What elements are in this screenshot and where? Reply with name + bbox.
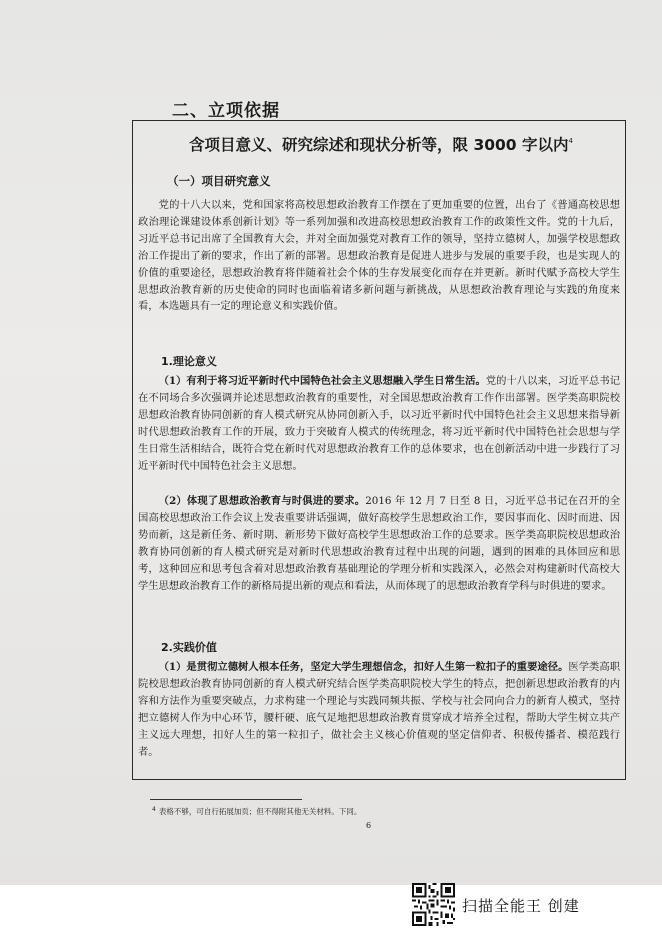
paragraph-practice-1-body: 医学类高职院校思想政治教育协同创新的育人模式研究结合医学类高职院校大学生的特点，把创新思想政治教育的内容和方法作为重要突破点，力求构建一个理论与实践同频共振、学校与社会同向合力的新育人模式，坚持把立德树人作为中心环节，腰杆硬、底气足地把思想政治教育贯穿成才培养全过程，帮助大学生树立共产主义远大理想，扣好人生的第一粒扣子，做社会主义核心价值观的坚定信仰者、积极传播者、模范践行者。: [138, 661, 620, 758]
subheading-research-significance: （一）项目研究意义: [167, 174, 271, 188]
box-header: [141, 133, 621, 155]
paragraph-background: 党的十八大以来，党和国家将高校思想政治教育工作摆在了更加重要的位置，出台了《普通高校思想政治理论课建设体系创新计划》等一系列加强和改进高校思想政治教育工作的政策性文件。党的十九后，习近平总书记出席了全国教育大会，并对全面加强党对教育工作的领导，坚持立德树人，加强学校思想政治工作提出了新的要求，作出了新的部署。思想政治教育是促进人进步与发展的重要手段，也是实现人的价值的重要途径，思想政治教育将伴随着社会个体的生存发展变化而存在并更新。新时代赋予高校大学生思想政治教育新的历史使命的同时也面临着诸多新问题与新挑战，从思想政治教育理论与实践的角度来看，本选题具有一定的理论意义和实践价值。: [138, 199, 620, 313]
box-header-text: 含项目意义、研究综述和现状分析等，限 3000 字以内: [189, 136, 569, 154]
paragraph-theory-2-body: 2016 年 12 月 7 日至 8 日，习近平总书记在召开的全国高校思想政治工作会议上发表重要讲话强调，做好高校学生思想政治工作，要因事而化、因时而进、因势而新，这是新任务、新时期、新形势下做好高校学生思想政治工作的总要求。医学类高职院校思想政治教育协同创新的育人模式研究是对新时代思想政治教育过程中出现的问题，遇到的困难的具体回应和思考，这种回应和思考包含着对思想政治教育基础理论的学理分析和实践深入，必然会对构建新时代高校大学生思想政治教育工作的新格局提出新的观点和看法，从而体现了的思想政治教育学科与时俱进的要求。: [138, 495, 620, 592]
paragraph-theory-2-lead: （2）体现了思想政治教育与时俱进的要求。: [158, 495, 366, 507]
scanner-watermark: 扫描全能王 创建: [462, 897, 580, 915]
subheading-practical-value: 2.实践价值: [161, 641, 217, 654]
footnote: [152, 806, 361, 817]
footnote-text: 表格不够，可自行拓展加页；但不得附其他无关材料。下同。: [158, 807, 362, 816]
footnote-reference: 4: [568, 137, 573, 145]
section-title: 二、立项依据: [172, 101, 280, 121]
paragraph-theory-1: [138, 373, 620, 474]
subheading-theoretical-significance: 1.理论意义: [161, 355, 217, 368]
paragraph-practice-1-lead: （1）是贯彻立德树人根本任务，坚定大学生理想信念，扣好人生第一粒扣子的重要途径。: [158, 661, 569, 673]
footnote-mark: 4: [152, 806, 156, 813]
paragraph-theory-1-lead: （1）有利于将习近平新时代中国特色社会主义思想融入学生日常生活。: [158, 375, 486, 387]
footnote-divider: [150, 799, 302, 800]
content-box: [132, 120, 626, 780]
qr-code-icon: [412, 883, 455, 926]
paragraph-theory-1-body: 党的十八以来，习近平总书记在不同场合多次强调并论述思想政治教育的重要性，对全国思想政治教育工作作出部署。医学类高职院校思想政治教育协同创新的育人模式研究从协同创新入手，以习近平新时代中国特色社会主义思想来指导新时代思想政治教育工作的开展，致力于突破育人模式的传统理念，将习近平新时代中国特色社会思想与学生日常生活相结合，既符合党在新时代对思想政治教育工作的总体要求，也在创新活动中进一步践行了习近平新时代中国特色社会主义思想。: [138, 375, 620, 472]
paragraph-theory-2: [138, 493, 620, 594]
page-number: 6: [366, 821, 372, 830]
paragraph-practice-1: [138, 659, 620, 760]
